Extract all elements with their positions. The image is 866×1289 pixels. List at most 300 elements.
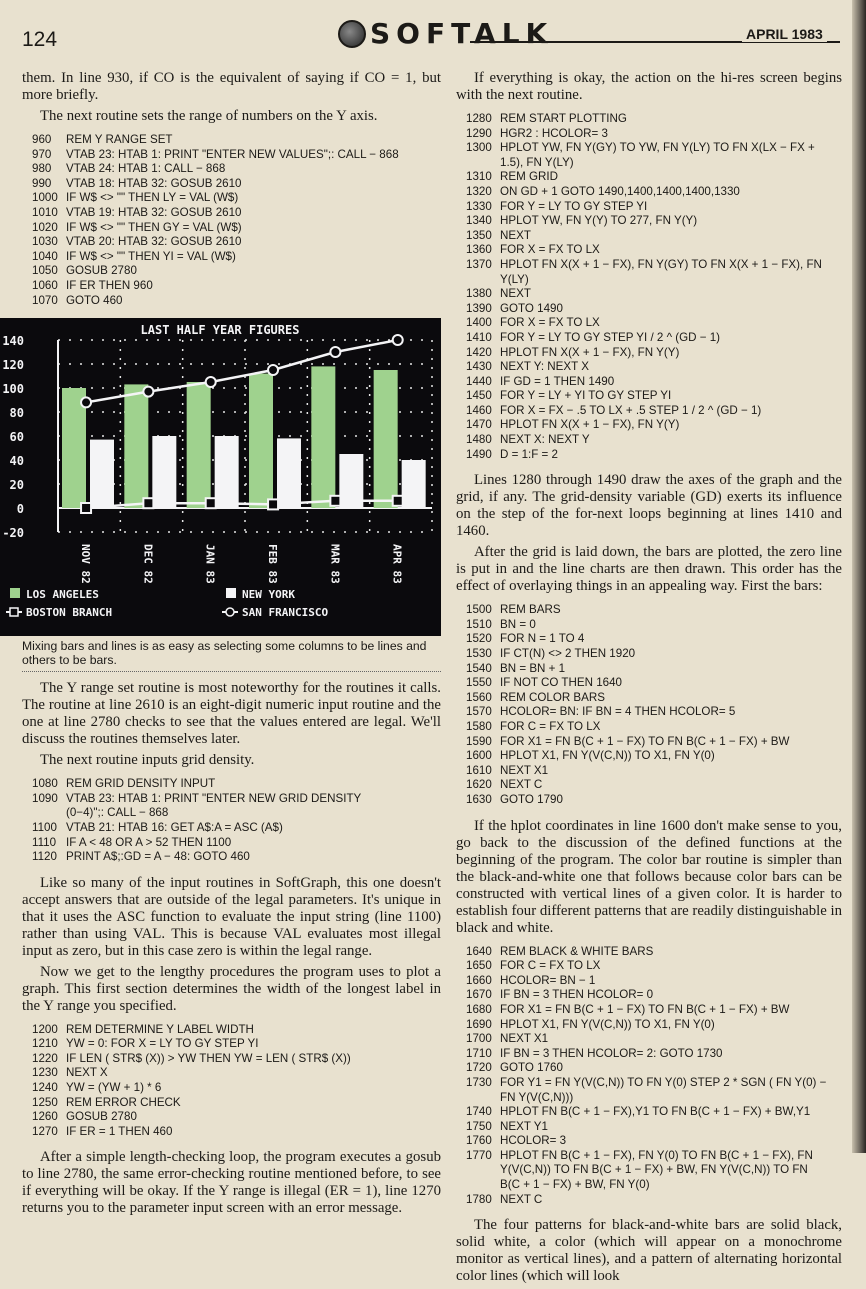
x-tick-label: FEB 83	[266, 544, 280, 584]
line-number: 1040	[32, 249, 58, 263]
code-text: GOTO 1490	[500, 301, 563, 315]
point-marker	[330, 347, 340, 357]
code-line	[456, 1018, 842, 1033]
paragraph: The Y range set routine is most noteworthy for the routines it calls. The routine at line 2610 is an eight-digit numeric input routine and the one at line 2780 checks to see that the values entered are legal. We'll discuss the routines themselves later.	[22, 680, 441, 748]
line-number: 990	[32, 176, 52, 190]
line-number: 1210	[32, 1037, 58, 1051]
paragraph: If everything is okay, the action on the hi-res screen begins with the next routine.	[456, 70, 842, 103]
point-marker	[393, 335, 403, 345]
line-number: 1760	[466, 1134, 492, 1148]
code-line	[456, 1163, 842, 1178]
code-line	[22, 206, 441, 221]
code-line	[22, 264, 441, 279]
code-text: REM START PLOTTING	[500, 112, 627, 125]
point-marker	[330, 496, 340, 506]
right-column	[456, 70, 842, 1289]
code-line	[456, 448, 842, 463]
line-number: 1680	[466, 1002, 492, 1016]
x-tick-label: MAR 83	[328, 544, 342, 584]
chart-title: LAST HALF YEAR FIGURES	[140, 323, 300, 338]
code-line	[456, 988, 842, 1003]
point-marker	[143, 387, 153, 397]
code-text: REM BLACK & WHITE BARS	[500, 944, 654, 958]
code-text: VTAB 18: HTAB 32: GOSUB 2610	[66, 176, 242, 190]
code-line	[22, 133, 441, 148]
point-marker	[393, 496, 403, 506]
paragraph: The four patterns for black-and-white bars are solid black, solid white, a color (which will appear on a monochrome monitor as vertical lines), and a pattern of alternating horizontal color lines (which will look	[456, 1217, 842, 1285]
code-line	[22, 1096, 441, 1111]
point-marker	[206, 377, 216, 387]
line-number: 1000	[32, 191, 58, 205]
line-number: 1290	[466, 126, 492, 140]
legend-label: BOSTON BRANCH	[26, 606, 113, 620]
y-tick-label: 140	[2, 334, 24, 349]
code-text: NEXT X1	[500, 763, 549, 777]
code-line	[456, 618, 842, 633]
bar-los-angeles	[249, 374, 273, 508]
code-text: HCOLOR= BN: IF BN = 4 THEN HCOLOR= 5	[500, 705, 736, 719]
code-line	[456, 662, 842, 677]
code-line	[456, 1032, 842, 1047]
y-tick-label: 20	[9, 478, 24, 493]
chart-figure	[0, 318, 441, 636]
line-number: 1690	[466, 1017, 492, 1031]
code-text: NEXT C	[500, 1192, 543, 1206]
code-text: IF BN = 3 THEN HCOLOR= 2: GOTO 1730	[500, 1046, 723, 1060]
legend-label: LOS ANGELES	[26, 588, 99, 602]
code-text: HPLOT FN X(X + 1 − FX), FN Y(Y)	[500, 345, 680, 359]
code-text: Y(V(C,N)) TO FN B(C + 1 − FX) + BW, FN Y(V(C,N)) TO FN	[500, 1163, 808, 1177]
legend-swatch	[10, 608, 18, 616]
code-text: HPLOT X1, FN Y(V(C,N)) TO X1, FN Y(0)	[500, 1017, 715, 1031]
code-listing	[22, 133, 441, 308]
paragraph: After the grid is laid down, the bars are plotted, the zero line is put in and the line charts are then drawn. This order has the effect of overlaying things in an appealing way. First the bars:	[456, 544, 842, 595]
code-text: REM BARS	[500, 603, 561, 617]
globe-icon	[338, 20, 366, 48]
line-number: 1200	[32, 1022, 58, 1036]
y-tick-label: 0	[16, 502, 24, 517]
legend-label: SAN FRANCISCO	[242, 606, 329, 620]
code-text: PRINT A$;:GD = A − 48: GOTO 460	[66, 850, 250, 864]
code-line	[456, 764, 842, 779]
line-number: 1570	[466, 705, 492, 719]
code-line	[456, 974, 842, 989]
code-text: NEXT X: NEXT Y	[500, 433, 590, 447]
code-text: FOR C = FX TO LX	[500, 959, 601, 973]
line-number: 1420	[466, 345, 492, 359]
code-text: Y(LY)	[500, 272, 529, 286]
code-line	[22, 777, 441, 792]
bar-los-angeles	[374, 370, 398, 508]
y-tick-label: 40	[9, 454, 24, 469]
code-line	[22, 177, 441, 192]
code-line	[456, 229, 842, 244]
code-text: REM Y RANGE SET	[66, 133, 173, 146]
code-text: IF LEN ( STR$ (X)) > YW THEN YW = LEN ( STR$ (X))	[66, 1051, 351, 1065]
code-line	[22, 235, 441, 250]
page-header	[0, 0, 866, 56]
point-marker	[268, 365, 278, 375]
code-text: ON GD + 1 GOTO 1490,1400,1400,1400,1330	[500, 184, 740, 198]
bar-new-york	[402, 460, 426, 508]
line-number: 1630	[466, 792, 492, 806]
line-number: 1250	[32, 1095, 58, 1109]
paragraph: After a simple length-checking loop, the program executes a gosub to line 2780, the same error-checking routine mentioned before, to see if everything will be okay. If the Y range is illegal (ER = 1), line 1270 returns you to the parameter input screen with an error message.	[22, 1149, 441, 1217]
code-text: FOR X = FX TO LX	[500, 243, 600, 257]
code-line	[456, 375, 842, 390]
paragraph: them. In line 930, if CO is the equivalent of saying if CO = 1, but more briefly.	[22, 70, 441, 103]
code-line	[456, 1091, 842, 1106]
code-line	[456, 243, 842, 258]
y-tick-label: 100	[2, 382, 24, 397]
code-line	[22, 1023, 441, 1038]
code-text: GOSUB 2780	[66, 1110, 137, 1124]
line-number: 1500	[466, 603, 492, 617]
line-number: 1350	[466, 228, 492, 242]
code-text: HGR2 : HCOLOR= 3	[500, 126, 608, 140]
line-number: 1110	[32, 835, 57, 849]
bar-new-york	[277, 439, 301, 509]
point-marker	[143, 498, 153, 508]
line-number: 1380	[466, 287, 492, 301]
code-text: FOR X = FX − .5 TO LX + .5 STEP 1 / 2 ^ (GD − 1)	[500, 403, 762, 417]
line-number: 1560	[466, 690, 492, 704]
bar-new-york	[152, 436, 176, 508]
code-text: FOR Y = LY + YI TO GY STEP YI	[500, 389, 672, 403]
line-number: 1710	[466, 1046, 492, 1060]
code-text: HPLOT FN X(X + 1 − FX), FN Y(GY) TO FN X(X + 1 − FX), FN	[500, 257, 822, 271]
code-line	[22, 162, 441, 177]
code-line	[456, 346, 842, 361]
code-line	[456, 1105, 842, 1120]
code-line	[22, 279, 441, 294]
code-line	[456, 127, 842, 142]
code-text: REM GRID	[500, 170, 558, 184]
code-text: FOR Y = LY TO GY STEP YI / 2 ^ (GD − 1)	[500, 330, 721, 344]
issue-date: APRIL 1983	[742, 26, 827, 42]
code-text: IF CT(N) <> 2 THEN 1920	[500, 647, 636, 661]
code-text: HPLOT X1, FN Y(V(C,N)) TO X1, FN Y(0)	[500, 749, 715, 763]
code-text: FOR C = FX TO LX	[500, 720, 601, 733]
y-tick-label: 60	[9, 430, 24, 445]
code-line	[456, 603, 842, 618]
code-line	[456, 647, 842, 662]
code-text: YW = (YW + 1) * 6	[66, 1081, 162, 1095]
code-text: HPLOT FN B(C + 1 − FX),Y1 TO FN B(C + 1 − FX) + BW,Y1	[500, 1105, 811, 1119]
y-tick-label: -20	[2, 526, 24, 541]
code-text: NEXT X	[66, 1066, 108, 1080]
line-number: 1450	[466, 389, 492, 403]
code-text: HPLOT YW, FN Y(Y) TO 277, FN Y(Y)	[500, 214, 698, 228]
line-number: 1460	[466, 403, 492, 417]
code-line	[456, 720, 842, 735]
legend-swatch	[226, 608, 234, 616]
line-number: 1310	[466, 170, 492, 184]
code-line	[456, 793, 842, 808]
code-text: NEXT X1	[500, 1032, 549, 1046]
line-number: 1020	[32, 220, 58, 234]
code-text: FOR X = FX TO LX	[500, 316, 600, 330]
code-line	[456, 959, 842, 974]
code-line	[456, 1061, 842, 1076]
point-marker	[268, 500, 278, 510]
line-number: 1300	[466, 141, 492, 155]
code-line	[456, 691, 842, 706]
code-text: FOR Y1 = FN Y(V(C,N)) TO FN Y(0) STEP 2 * SGN ( FN Y(0) −	[500, 1075, 827, 1089]
code-line	[456, 676, 842, 691]
page-number: 124	[22, 28, 58, 51]
paragraph: Like so many of the input routines in SoftGraph, this one doesn't accept answers that are outside of the legal parameters. It's unique in that it uses the ASC function to evaluate the input string (line 1100) rather than using VAL. This is because VAL evaluates most illegal input as zero, but in this case zero is within the legal range.	[22, 874, 441, 959]
line-number: 960	[32, 133, 52, 146]
legend-swatch	[226, 588, 236, 598]
code-text: D = 1:F = 2	[500, 447, 558, 461]
line-number: 1360	[466, 243, 492, 257]
code-line	[456, 1134, 842, 1149]
code-text: IF W$ <> "" THEN GY = VAL (W$)	[66, 220, 242, 234]
left-column	[2, 70, 441, 1221]
code-text: HCOLOR= 3	[500, 1134, 567, 1148]
line-number: 1340	[466, 214, 492, 228]
line-number: 1510	[466, 617, 492, 631]
code-text: FOR X1 = FN B(C + 1 − FX) TO FN B(C + 1 − FX) + BW	[500, 734, 790, 748]
line-number: 1080	[32, 777, 58, 791]
code-line	[456, 632, 842, 647]
code-line	[456, 331, 842, 346]
code-text: VTAB 20: HTAB 32: GOSUB 2610	[66, 235, 242, 249]
code-line	[22, 191, 441, 206]
code-text: REM GRID DENSITY INPUT	[66, 777, 216, 791]
code-line	[22, 221, 441, 236]
code-text: 1.5), FN Y(LY)	[500, 155, 574, 169]
code-line	[22, 850, 441, 865]
line-number: 1390	[466, 301, 492, 315]
code-line	[22, 792, 441, 807]
line-number: 1730	[466, 1075, 492, 1089]
line-number: 1430	[466, 360, 492, 374]
line-number: 970	[32, 147, 52, 161]
y-tick-label: 120	[2, 358, 24, 373]
bar-los-angeles	[124, 385, 148, 509]
code-text: GOTO 460	[66, 293, 123, 307]
line-number: 1440	[466, 374, 492, 388]
line-number: 1600	[466, 749, 492, 763]
code-listing	[456, 945, 842, 1208]
code-text: IF GD = 1 THEN 1490	[500, 374, 615, 388]
bar-line-chart	[0, 318, 441, 636]
line-number: 1010	[32, 205, 58, 219]
code-text: FOR Y = LY TO GY STEP YI	[500, 199, 648, 213]
code-line	[456, 360, 842, 375]
line-number: 1670	[466, 988, 492, 1002]
code-listing	[456, 112, 842, 462]
line-number: 1490	[466, 447, 492, 461]
code-text: IF BN = 3 THEN HCOLOR= 0	[500, 988, 654, 1002]
code-line	[456, 1178, 842, 1193]
line-number: 1740	[466, 1105, 492, 1119]
code-text: REM COLOR BARS	[500, 690, 606, 704]
code-text: YW = 0: FOR X = LY TO GY STEP YI	[66, 1037, 259, 1051]
code-line	[456, 170, 842, 185]
code-line	[22, 250, 441, 265]
code-line	[456, 287, 842, 302]
line-number: 1650	[466, 959, 492, 973]
paragraph: The next routine sets the range of numbers on the Y axis.	[40, 108, 378, 124]
code-line	[22, 806, 441, 821]
code-line	[456, 200, 842, 215]
line-number: 1470	[466, 418, 492, 432]
code-listing	[22, 1023, 441, 1140]
code-line	[456, 418, 842, 433]
line-number: 1540	[466, 661, 492, 675]
line-number: 1260	[32, 1110, 58, 1124]
page-edge-shadow	[852, 0, 866, 1153]
code-text: IF A < 48 OR A > 52 THEN 1100	[66, 835, 232, 849]
code-text: (0−4)";: CALL − 868	[66, 806, 169, 820]
code-line	[456, 273, 842, 288]
code-text: HCOLOR= BN − 1	[500, 973, 596, 987]
code-line	[456, 1193, 842, 1208]
line-number: 1640	[466, 944, 492, 958]
paragraph: Now we get to the lengthy procedures the program uses to plot a graph. This first section determines the width of the longest label in the Y range you specified.	[22, 963, 441, 1014]
code-text: IF ER = 1 THEN 460	[66, 1124, 173, 1138]
code-line	[456, 214, 842, 229]
line-number: 1700	[466, 1032, 492, 1046]
code-line	[22, 1037, 441, 1052]
bar-los-angeles	[311, 367, 335, 509]
line-number: 1400	[466, 316, 492, 330]
code-text: REM ERROR CHECK	[66, 1095, 181, 1109]
line-number: 1480	[466, 433, 492, 447]
code-text: FOR X1 = FN B(C + 1 − FX) TO FN B(C + 1 − FX) + BW	[500, 1002, 790, 1016]
code-text: IF ER THEN 960	[66, 278, 153, 292]
code-text: NEXT Y: NEXT X	[500, 360, 589, 374]
code-text: GOTO 1790	[500, 792, 563, 806]
legend-swatch	[10, 588, 20, 598]
code-line	[456, 1047, 842, 1062]
line-number: 1070	[32, 293, 58, 307]
softalk-logo	[338, 17, 554, 50]
line-number: 1090	[32, 791, 58, 805]
code-text: BN = BN + 1	[500, 661, 566, 675]
code-line	[22, 821, 441, 836]
line-number: 1720	[466, 1061, 492, 1075]
code-text: HPLOT FN B(C + 1 − FX), FN Y(0) TO FN B(C + 1 − FX), FN	[500, 1148, 813, 1162]
code-text: VTAB 21: HTAB 16: GET A$:A = ASC (A$)	[66, 820, 283, 834]
line-number: 1330	[466, 199, 492, 213]
code-text: HPLOT FN X(X + 1 − FX), FN Y(Y)	[500, 418, 680, 432]
code-text: IF NOT CO THEN 1640	[500, 676, 622, 690]
paragraph: If the hplot coordinates in line 1600 don't make sense to you, go back to the discussion of the defined functions at the beginning of the program. The color bar routine is simpler than the black-and-white one that follows because color bars can be constructed with vertical lines of a given color. It is harder to establish four different patterns that are readily distinguishable in black and white.	[456, 817, 842, 936]
code-line	[22, 1081, 441, 1096]
code-text: GOTO 1760	[500, 1061, 563, 1075]
code-text: HPLOT YW, FN Y(GY) TO YW, FN Y(LY) TO FN X(LX − FX +	[500, 141, 815, 155]
bar-los-angeles	[187, 382, 211, 508]
line-number: 1030	[32, 235, 58, 249]
code-line	[22, 1052, 441, 1067]
line-number: 1590	[466, 734, 492, 748]
code-text: NEXT C	[500, 778, 543, 792]
line-number: 1520	[466, 632, 492, 646]
figure-caption: Mixing bars and lines is as easy as selecting some columns to be lines and others to be bars.	[22, 639, 441, 672]
code-line	[456, 1076, 842, 1091]
code-line	[456, 735, 842, 750]
line-number: 1100	[32, 820, 57, 834]
line-number: 1060	[32, 278, 58, 292]
code-text: VTAB 24: HTAB 1: CALL − 868	[66, 162, 226, 176]
line-san-francisco	[86, 340, 398, 402]
x-tick-label: APR 83	[390, 544, 404, 584]
bar-new-york	[90, 440, 114, 508]
code-text: IF W$ <> "" THEN YI = VAL (W$)	[66, 249, 236, 263]
code-line	[456, 389, 842, 404]
line-number: 1620	[466, 778, 492, 792]
code-line	[456, 156, 842, 171]
x-tick-label: DEC 82	[141, 544, 155, 584]
line-number: 1050	[32, 264, 58, 278]
bar-new-york	[215, 436, 239, 508]
logo-text: SOFTALK	[370, 17, 554, 50]
code-text: VTAB 23: HTAB 1: PRINT "ENTER NEW VALUES";: CALL − 868	[66, 147, 399, 161]
code-line	[456, 302, 842, 317]
line-number: 1410	[466, 330, 492, 344]
code-line	[456, 433, 842, 448]
y-tick-label: 80	[9, 406, 24, 421]
code-line	[456, 778, 842, 793]
code-text: FOR N = 1 TO 4	[500, 632, 585, 646]
code-line	[456, 141, 842, 156]
line-number: 1120	[32, 850, 57, 864]
code-text: REM DETERMINE Y LABEL WIDTH	[66, 1022, 254, 1036]
line-number: 1320	[466, 184, 492, 198]
code-line	[456, 1149, 842, 1164]
code-listing	[456, 603, 842, 807]
code-line	[22, 294, 441, 309]
line-number: 1220	[32, 1051, 58, 1065]
code-line	[456, 1120, 842, 1135]
point-marker	[81, 503, 91, 513]
code-text: NEXT	[500, 287, 531, 301]
code-line	[456, 112, 842, 127]
line-number: 1550	[466, 676, 492, 690]
line-number: 1370	[466, 257, 492, 271]
line-number: 1580	[466, 720, 492, 733]
line-number: 1530	[466, 647, 492, 661]
code-line	[456, 258, 842, 273]
line-number: 1240	[32, 1081, 58, 1095]
legend-label: NEW YORK	[242, 588, 295, 602]
code-line	[22, 1066, 441, 1081]
point-marker	[206, 498, 216, 508]
line-number: 1230	[32, 1066, 58, 1080]
line-number: 1780	[466, 1192, 492, 1206]
point-marker	[81, 398, 91, 408]
code-line	[456, 1003, 842, 1018]
line-number: 1660	[466, 973, 492, 987]
code-line	[456, 404, 842, 419]
code-line	[22, 1125, 441, 1140]
x-tick-label: NOV 82	[79, 544, 93, 584]
code-text: GOSUB 2780	[66, 264, 137, 278]
code-line	[456, 316, 842, 331]
code-text: VTAB 19: HTAB 32: GOSUB 2610	[66, 205, 242, 219]
code-text: VTAB 23: HTAB 1: PRINT "ENTER NEW GRID DENSITY	[66, 791, 362, 805]
code-text: NEXT Y1	[500, 1119, 548, 1133]
x-tick-label: JAN 83	[203, 544, 217, 584]
line-number: 1270	[32, 1124, 58, 1138]
line-number: 980	[32, 162, 52, 176]
line-number: 1750	[466, 1119, 492, 1133]
code-text: IF W$ <> "" THEN LY = VAL (W$)	[66, 191, 239, 205]
